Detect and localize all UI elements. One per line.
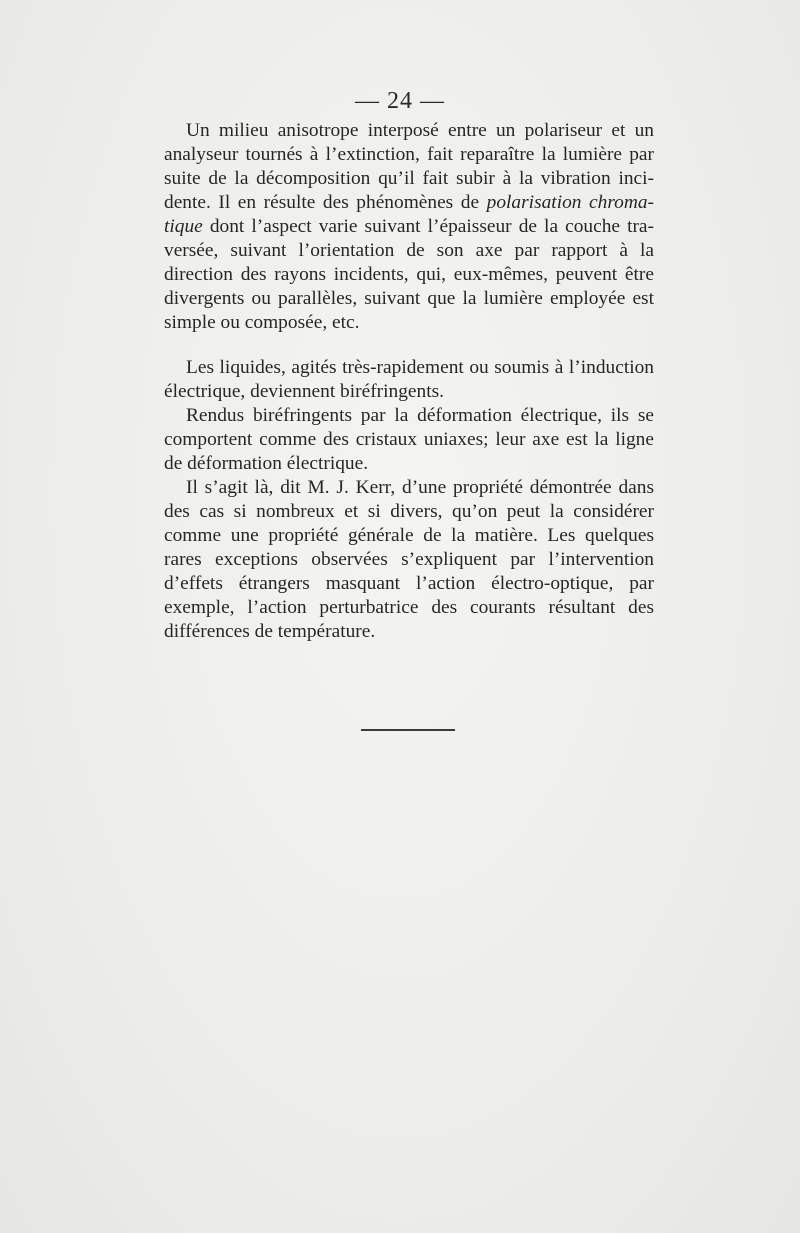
text-line: Rendus biréfringents par la déformation électrique, ils se [186,405,654,426]
text-line: tique dont l’aspect varie suivant l’épaisseur de la couche tra- [164,216,654,237]
text-line: direction des rayons incidents, qui, eux-mêmes, peuvent être [164,264,654,285]
text-line: dente. Il en résulte des phénomènes de polarisation chroma- [164,192,655,213]
paragraph [164,356,654,404]
section-end-rule [361,729,455,731]
paragraph [164,476,654,644]
text-line: Les liquides, agités très-rapidement ou soumis à l’induction [186,357,654,378]
text-line: comportent comme des cristaux uniaxes; leur axe est la ligne [164,429,654,450]
text-line: comme une propriété générale de la matière. Les quelques [164,525,654,546]
text-line: Il s’agit là, dit M. J. Kerr, d’une propriété démontrée dans [186,477,654,498]
italic-term: polarisation chroma- [486,192,655,213]
text-line: Un milieu anisotrope interposé entre un polariseur et un [186,120,654,141]
text-line: analyseur tournés à l’extinction, fait reparaître la lumière par [164,144,654,165]
text-line: des cas si nombreux et si divers, qu’on peut la considérer [164,501,654,522]
text-line: versée, suivant l’orientation de son axe par rapport à la [164,240,654,261]
text-line: de déformation électrique. [164,453,369,474]
paragraph [164,404,654,476]
text-line: électrique, deviennent biréfringents. [164,381,444,402]
page-number: — 24 — [355,88,445,114]
text-line: rares exceptions observées s’expliquent par l’intervention [164,549,654,570]
body-text [164,119,654,644]
text-line: d’effets étrangers masquant l’action électro-optique, par [164,573,654,594]
text-line: exemple, l’action perturbatrice des courants résultant des [164,597,654,618]
text-line: différences de température. [164,621,376,642]
paragraph [164,119,654,335]
text-line: divergents ou parallèles, suivant que la lumière employée est [164,288,654,309]
italic-term: tique [164,216,203,237]
text-line: simple ou composée, etc. [164,312,360,333]
text-line: suite de la décomposition qu’il fait subir à la vibration inci- [164,168,654,189]
paragraph-spacer [164,335,654,356]
